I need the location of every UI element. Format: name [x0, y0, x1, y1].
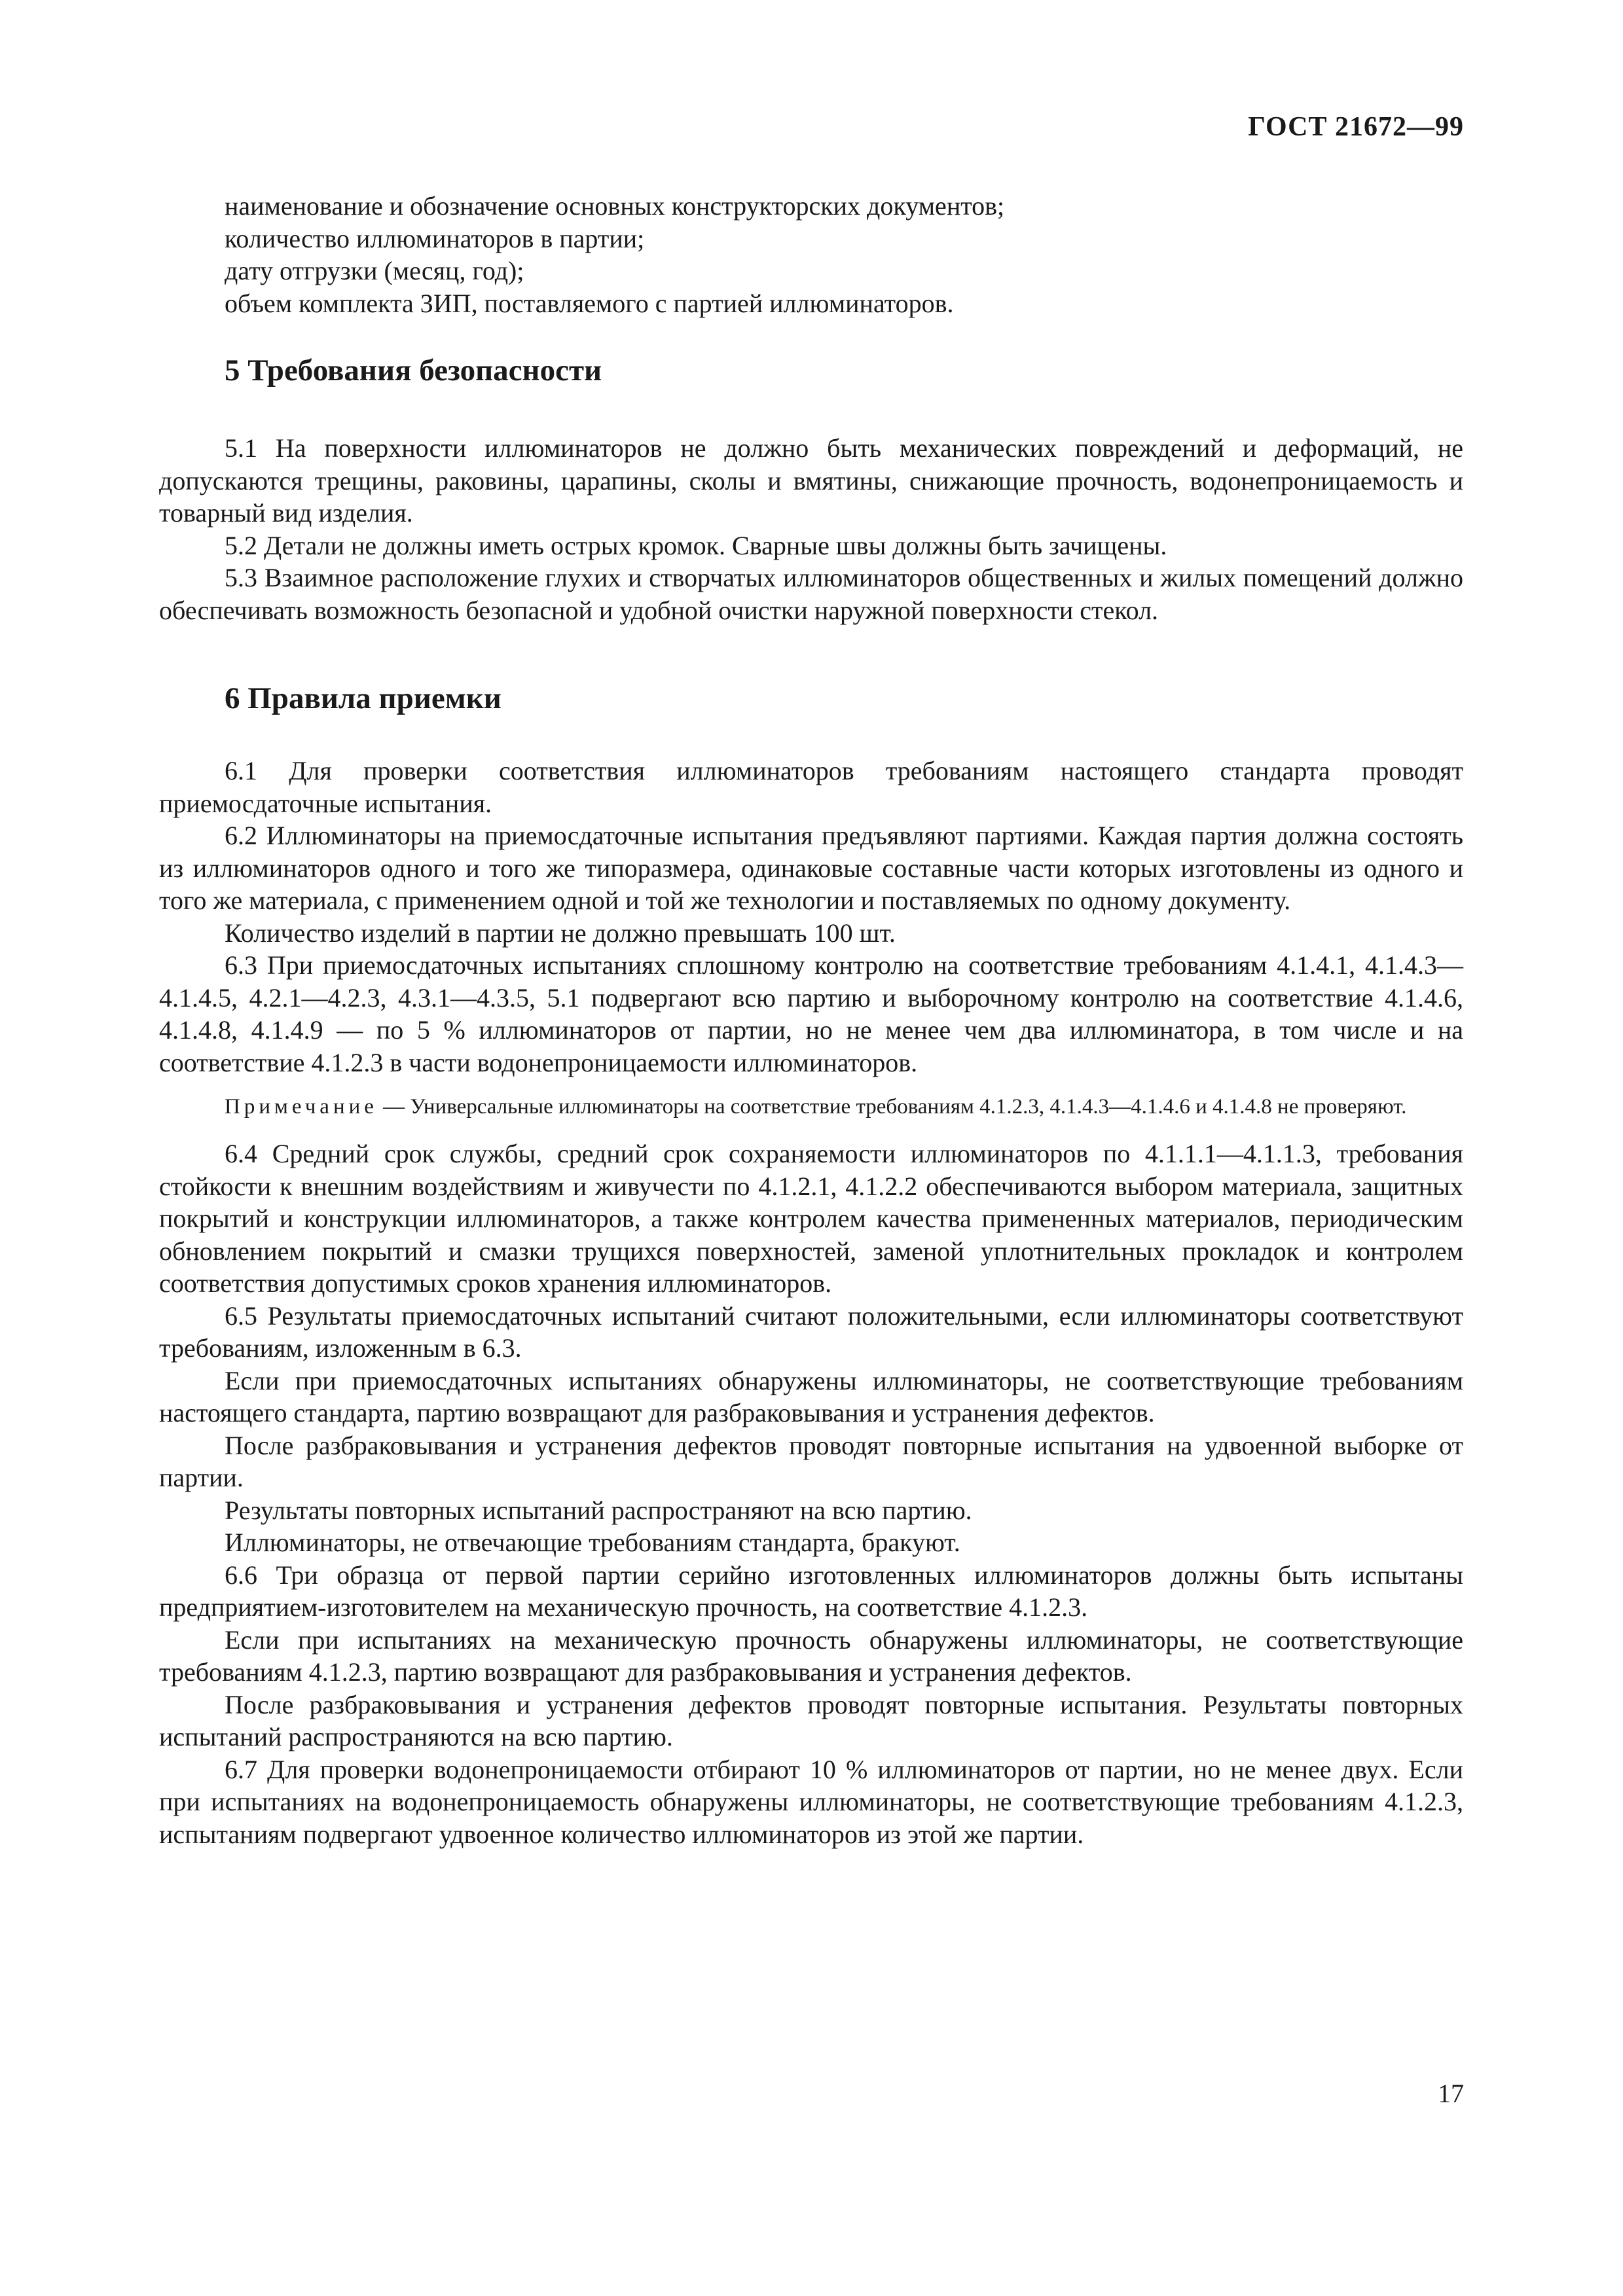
list-item: количество иллюминаторов в партии;: [225, 223, 645, 253]
paragraph-6-6-retest: После разбраковывания и устранения дефектов проводят повторные испытания. Результаты повторных испытаний распространяются на всю партию.: [159, 1689, 1463, 1751]
paragraph-6-6-defects: Если при испытаниях на механическую прочность обнаружены иллюминаторы, не соответствующие требованиям 4.1.2.3, партию возвращают для разбраковывания и устранения дефектов.: [159, 1624, 1463, 1687]
paragraph-6-5-retest: После разбраковывания и устранения дефектов проводят повторные испытания на удвоенной выборке от партии.: [159, 1430, 1463, 1492]
section-5-heading: 5 Требования безопасности: [225, 353, 602, 387]
paragraph-5-2: 5.2 Детали не должны иметь острых кромок. Сварные швы должны быть зачищены.: [225, 530, 1167, 560]
paragraph-5-3: 5.3 Взаимное расположение глухих и створчатых иллюминаторов общественных и жилых помещений должно обеспечивать возможность безопасной и удобной очистки наружной поверхности стекол.: [159, 563, 1463, 625]
list-item: дату отгрузки (месяц, год);: [225, 256, 524, 285]
list-item: объем комплекта ЗИП, поставляемого с партией иллюминаторов.: [225, 288, 954, 318]
paragraph-6-2: 6.2 Иллюминаторы на приемосдаточные испытания предъявляют партиями. Каждая партия должна состоять из иллюминаторов одного и того же типоразмера, одинаковые составные части которых изготовлены из одного и того же материала, с применением одной и той же технологии и поставляемых по одному документу.: [159, 821, 1463, 915]
page-body: [159, 190, 1463, 1850]
paragraph-6-7: 6.7 Для проверки водонепроницаемости отбирают 10 % иллюминаторов от партии, но не менее двух. Если при испытаниях на водонепроницаемость обнаружены иллюминаторы, не соответствующие требованиям 4.1.2.3, испытаниям подвергают удвоенное количество иллюминаторов из этой же партии.: [159, 1754, 1463, 1849]
page-number: 17: [1438, 2079, 1464, 2108]
paragraph-6-5: 6.5 Результаты приемосдаточных испытаний считают положительными, если иллюминаторы соответствуют требованиям, изложенным в 6.3.: [159, 1300, 1463, 1363]
paragraph-6-6: 6.6 Три образца от первой партии серийно изготовленных иллюминаторов должны быть испытаны предприятием-изготовителем на механическую прочность, на соответствие 4.1.2.3.: [159, 1560, 1463, 1622]
paragraph-5-1: 5.1 На поверхности иллюминаторов не должно быть механических повреждений и деформаций, не допускаются трещины, раковины, царапины, сколы и вмятины, снижающие прочность, водонепроницаемость и товарный вид изделия.: [159, 433, 1463, 528]
paragraph-6-4: 6.4 Средний срок службы, средний срок сохраняемости иллюминаторов по 4.1.1.1—4.1.1.3, требования стойкости к внешним воздействиям и живучести по 4.1.2.1, 4.1.2.2 обеспечиваются выбором материала, защитных покрытий и конструкции иллюминаторов, а также контролем качества примененных материалов, периодическим обновлением покрытий и смазки трущихся поверхностей, заменой уплотнительных прокладок и контролем соответствия допустимых сроков хранения иллюминаторов.: [159, 1139, 1463, 1298]
standard-code-header: ГОСТ 21672—99: [1248, 112, 1464, 142]
paragraph-6-2-quantity: Количество изделий в партии не должно превышать 100 шт.: [225, 918, 896, 948]
paragraph-6-1: 6.1 Для проверки соответствия иллюминаторов требованиям настоящего стандарта проводят приемосдаточные испытания.: [159, 756, 1463, 818]
paragraph-6-5-results: Результаты повторных испытаний распространяют на всю партию.: [225, 1495, 972, 1525]
section-6-heading: 6 Правила приемки: [225, 681, 501, 715]
note-label: Примечание: [225, 1095, 378, 1119]
note-text: — Универсальные иллюминаторы на соответствие требованиям 4.1.2.3, 4.1.4.3—4.1.4.6 и 4.1.4.8 не проверяют.: [383, 1095, 1407, 1119]
paragraph-6-5-defects: Если при приемосдаточных испытаниях обнаружены иллюминаторы, не соответствующие требованиям настоящего стандарта, партию возвращают для разбраковывания и устранения дефектов.: [159, 1365, 1463, 1427]
paragraph-6-3: 6.3 При приемосдаточных испытаниях сплошному контролю на соответствие требованиям 4.1.4.1, 4.1.4.3—4.1.4.5, 4.2.1—4.2.3, 4.3.1—4.3.5, 5.1 подвергают всю партию и выборочному контролю на соответствие 4.1.4.6, 4.1.4.8, 4.1.4.9 — по 5 % иллюминаторов от партии, но не менее чем два иллюминатора, в том числе и на соответствие 4.1.2.3 в части водонепроницаемости иллюминаторов.: [159, 950, 1463, 1077]
paragraph-6-5-reject: Иллюминаторы, не отвечающие требованиям стандарта, бракуют.: [225, 1528, 960, 1557]
list-item: наименование и обозначение основных конструкторских документов;: [225, 191, 1005, 221]
note: [159, 1093, 1463, 1121]
